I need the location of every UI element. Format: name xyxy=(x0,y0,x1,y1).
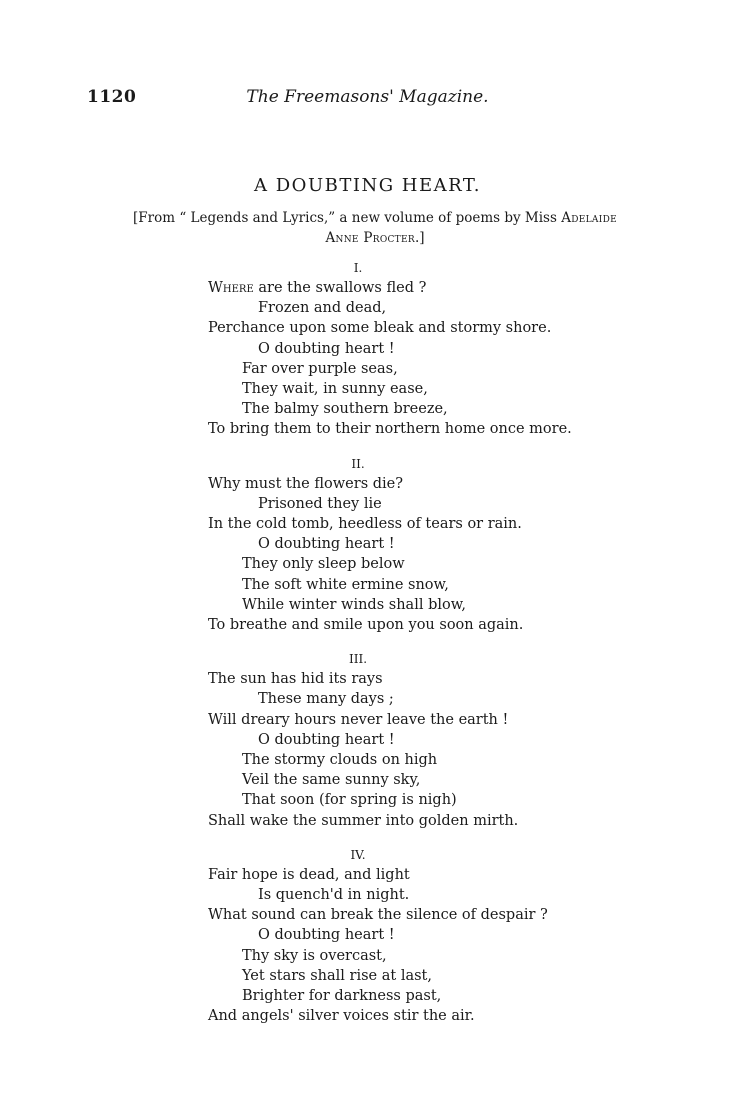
poem-line: Will dreary hours never leave the earth ! xyxy=(208,711,509,728)
poem-line: These many days ; xyxy=(258,691,394,708)
poem-line: To bring them to their northern home once more. xyxy=(208,421,572,438)
stanza-first-word: Where xyxy=(208,280,254,296)
poem-line: Perchance upon some bleak and stormy shore. xyxy=(208,320,552,337)
poem-line: Shall wake the summer into golden mirth. xyxy=(208,812,519,829)
poem-line-text: are the swallows fled ? xyxy=(258,280,427,296)
poem-line: What sound can break the silence of despair ? xyxy=(208,907,548,924)
poem-line: They wait, in sunny ease, xyxy=(242,381,428,398)
poem-line: Frozen and dead, xyxy=(258,300,387,317)
poem-line: Prisoned they lie xyxy=(258,495,382,512)
source-note-suffix: .] xyxy=(414,230,425,246)
stanza-3 xyxy=(208,649,608,831)
poem-line: Why must the flowers die? xyxy=(208,475,404,492)
poem-line: Veil the same sunny sky, xyxy=(242,772,421,789)
poem-line: Fair hope is dead, and light xyxy=(208,866,410,883)
source-note xyxy=(115,208,635,248)
poem-line: That soon (for spring is nigh) xyxy=(242,792,457,809)
source-note-prefix: [From “ Legends and Lyrics,” a new volume of poems by Miss xyxy=(133,210,562,226)
poem-line: O doubting heart ! xyxy=(258,927,395,944)
poem-line: The stormy clouds on high xyxy=(242,752,438,769)
stanza-2 xyxy=(208,454,608,636)
poem-line: In the cold tomb, heedless of tears or rain. xyxy=(208,516,522,533)
poem-line: O doubting heart ! xyxy=(258,340,395,357)
running-title: The Freemasons' Magazine. xyxy=(246,87,489,107)
poem-line: Far over purple seas, xyxy=(242,360,398,377)
poem-line: O doubting heart ! xyxy=(258,536,395,553)
stanza-number: II. xyxy=(351,456,365,471)
source-author-first: Adelaide xyxy=(561,210,617,226)
stanza-number: I. xyxy=(353,261,363,275)
poem-line: Thy sky is overcast, xyxy=(242,947,387,964)
poem-line: Is quench'd in night. xyxy=(258,887,410,904)
poem-line: The sun has hid its rays xyxy=(208,671,383,688)
poem-line xyxy=(208,278,608,298)
poem-line: They only sleep below xyxy=(242,556,405,573)
poem-line: O doubting heart ! xyxy=(258,731,395,748)
article-title: A DOUBTING HEART. xyxy=(254,175,481,196)
poem-line: While winter winds shall blow, xyxy=(242,596,467,613)
poem-line: Yet stars shall rise at last, xyxy=(242,967,432,984)
poem xyxy=(208,258,608,1041)
poem-line: Brighter for darkness past, xyxy=(242,988,442,1005)
poem-line: To breathe and smile upon you soon again. xyxy=(208,617,524,634)
source-author-last: Anne Procter xyxy=(325,230,415,246)
stanza-4 xyxy=(208,845,608,1027)
poem-line: The soft white ermine snow, xyxy=(242,576,449,593)
page-number: 1120 xyxy=(87,87,137,107)
stanza-number: IV. xyxy=(350,847,366,862)
stanza-1 xyxy=(208,258,608,440)
poem-line: And angels' silver voices stir the air. xyxy=(208,1008,475,1025)
poem-line: The balmy southern breeze, xyxy=(242,401,448,418)
stanza-number: III. xyxy=(348,652,368,667)
